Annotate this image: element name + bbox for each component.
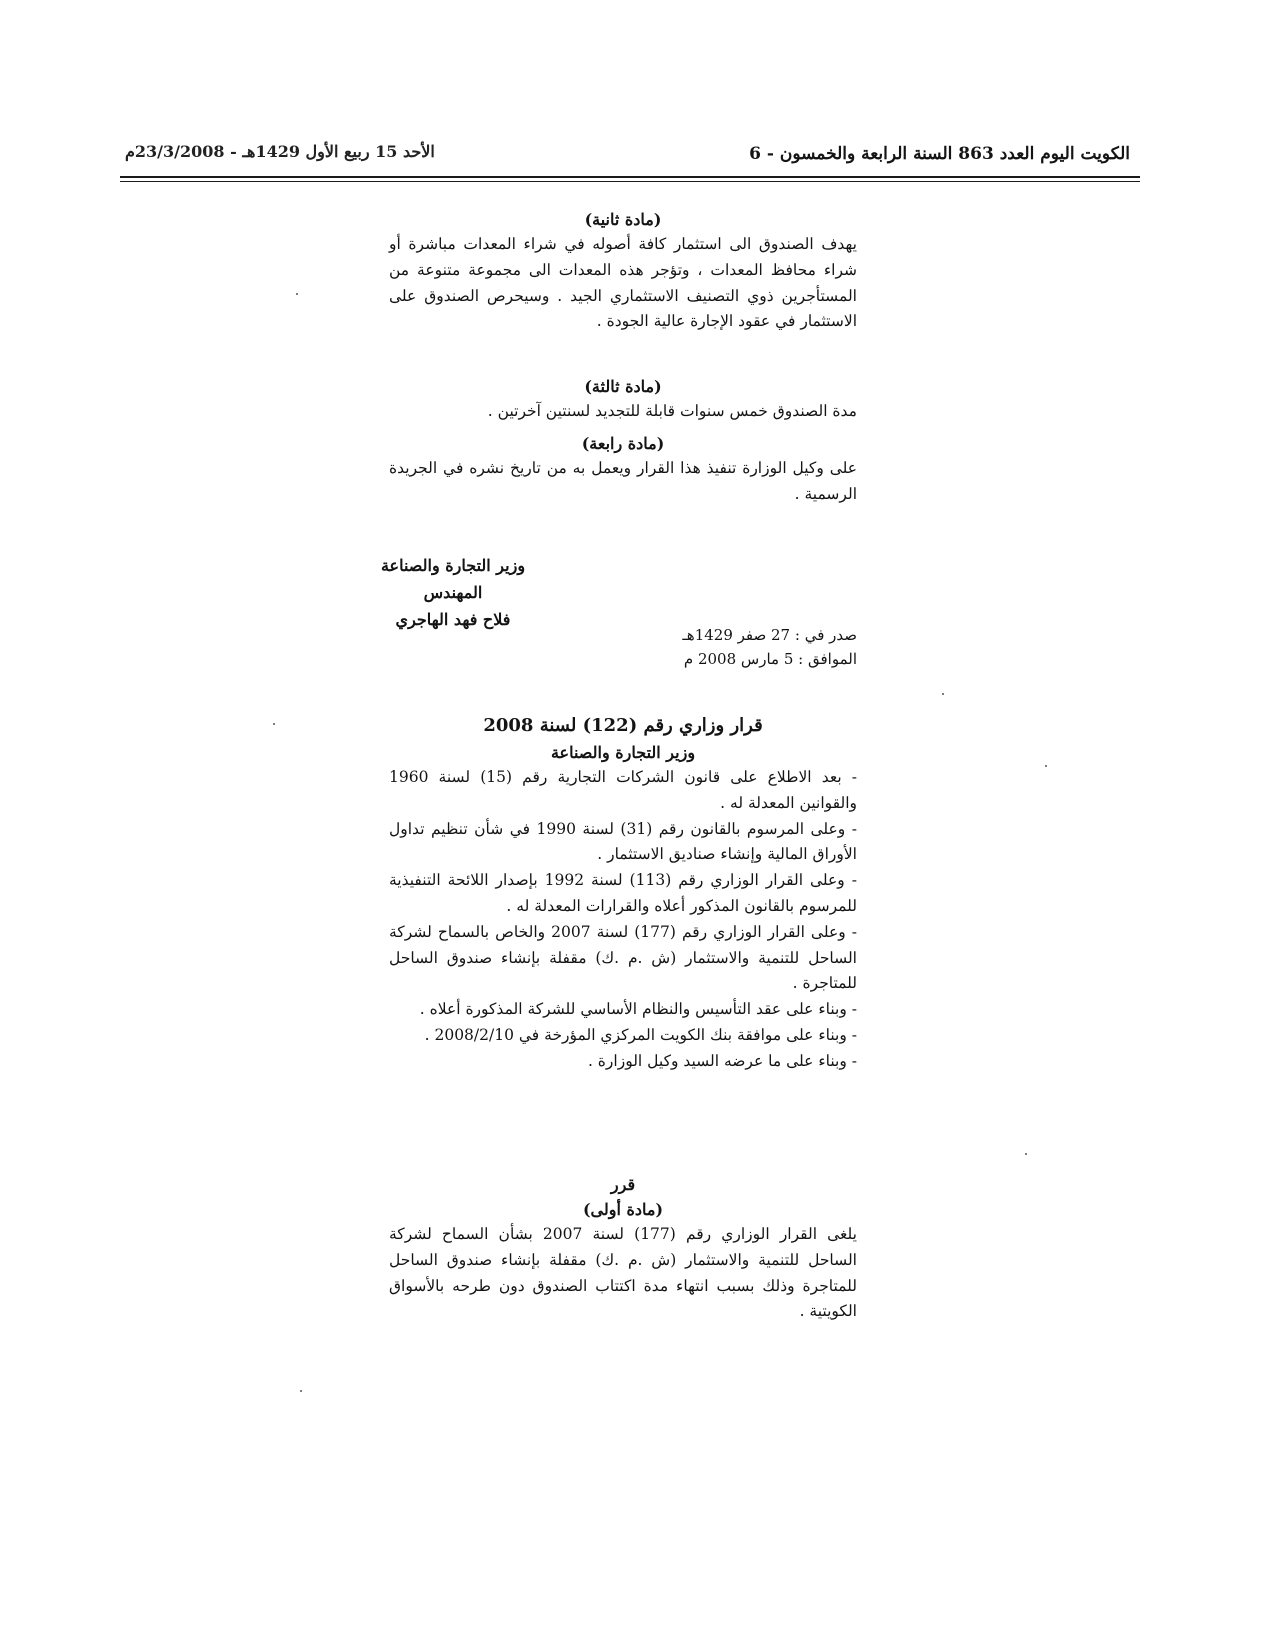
scan-speck	[300, 1390, 302, 1392]
signature-engineer: المهندس	[423, 583, 483, 602]
recital-item: - وبناء على موافقة بنك الكويت المركزي المؤرخة في 2008/2/10 .	[424, 1025, 857, 1044]
article-3	[389, 374, 857, 425]
header-rule-thin	[120, 181, 1140, 182]
corresponding-date: الموافق : 5 مارس 2008 م	[683, 650, 857, 668]
page-header-issue: الكويت اليوم العدد 863 السنة الرابعة والخمسون - 6	[749, 144, 1130, 164]
decision-title: قرار وزاري رقم (122) لسنة 2008	[483, 715, 763, 736]
recital-item: - وبناء على عقد التأسيس والنظام الأساسي للشركة المذكورة أعلاه .	[419, 1000, 857, 1019]
article-2	[389, 207, 857, 335]
signature-name: فلاح فهد الهاجري	[395, 610, 511, 629]
scan-speck	[273, 723, 275, 725]
recital-item: - وعلى القرار الوزاري رقم (177) لسنة 2007 والخاص بالسماح لشركة الساحل للتنمية والاستثمار (ش .م .ك) مقفلة بإنشاء صندوق الساحل للمتاجرة .	[389, 922, 857, 993]
recital-item: - وبناء على ما عرضه السيد وكيل الوزارة .	[587, 1051, 857, 1070]
article-4-heading: (مادة رابعة)	[581, 434, 665, 453]
scan-speck	[1025, 1153, 1027, 1155]
signature-minister-title: وزير التجارة والصناعة	[380, 556, 526, 575]
article-4	[389, 431, 857, 508]
article-1-text: يلغى القرار الوزاري رقم (177) لسنة 2007 بشأن السماح لشركة الساحل للتنمية والاستثمار (ش .م .ك) مقفلة بإنشاء صندوق الساحل للمتاجرة وذلك بسبب انتهاء مدة اكتتاب الصندوق دون طرحه بالأسواق الكويتية .	[389, 1225, 857, 1321]
scan-speck	[296, 293, 298, 295]
recitals-list	[389, 765, 857, 1075]
article-3-text: مدة الصندوق خمس سنوات قابلة للتجديد لسنتين آخرتين .	[487, 402, 857, 420]
issue-dates	[597, 623, 857, 671]
article-3-heading: (مادة ثالثة)	[584, 377, 662, 396]
decision-subtitle: وزير التجارة والصناعة	[550, 743, 696, 762]
decision-122	[389, 712, 857, 1075]
article-1-heading: (مادة أولى)	[582, 1200, 664, 1219]
article-4-text: على وكيل الوزارة تنفيذ هذا القرار ويعمل به من تاريخ نشره في الجريدة الرسمية .	[389, 459, 857, 503]
decision-operative	[389, 1172, 857, 1325]
page-header-date: الأحد 15 ربيع الأول 1429هـ - 23/3/2008م	[125, 142, 435, 161]
article-2-heading: (مادة ثانية)	[584, 210, 662, 229]
recital-item: - بعد الاطلاع على قانون الشركات التجارية رقم (15) لسنة 1960 والقوانين المعدلة له .	[389, 768, 857, 812]
issued-date: صدر في : 27 صفر 1429هـ	[682, 626, 857, 644]
decides-heading: قرر	[610, 1175, 636, 1194]
article-2-text: يهدف الصندوق الى استثمار كافة أصوله في شراء المعدات مباشرة أو شراء محافظ المعدات ، وتؤجر هذه المعدات الى مجموعة متنوعة من المستأجرين ذوي التصنيف الاستثماري الجيد . وسيحرص الصندوق على الاستثمار في عقود الإجارة عالية الجودة .	[389, 235, 857, 331]
scan-speck	[1045, 765, 1047, 767]
recital-item: - وعلى المرسوم بالقانون رقم (31) لسنة 1990 في شأن تنظيم تداول الأوراق المالية وإنشاء صناديق الاستثمار .	[389, 819, 857, 864]
scan-speck	[942, 693, 944, 695]
signature-block	[333, 552, 573, 633]
recital-item: - وعلى القرار الوزاري رقم (113) لسنة 1992 بإصدار اللائحة التنفيذية للمرسوم بالقانون المذكور أعلاه والقرارات المعدلة له .	[389, 871, 857, 915]
header-rule	[120, 176, 1140, 178]
